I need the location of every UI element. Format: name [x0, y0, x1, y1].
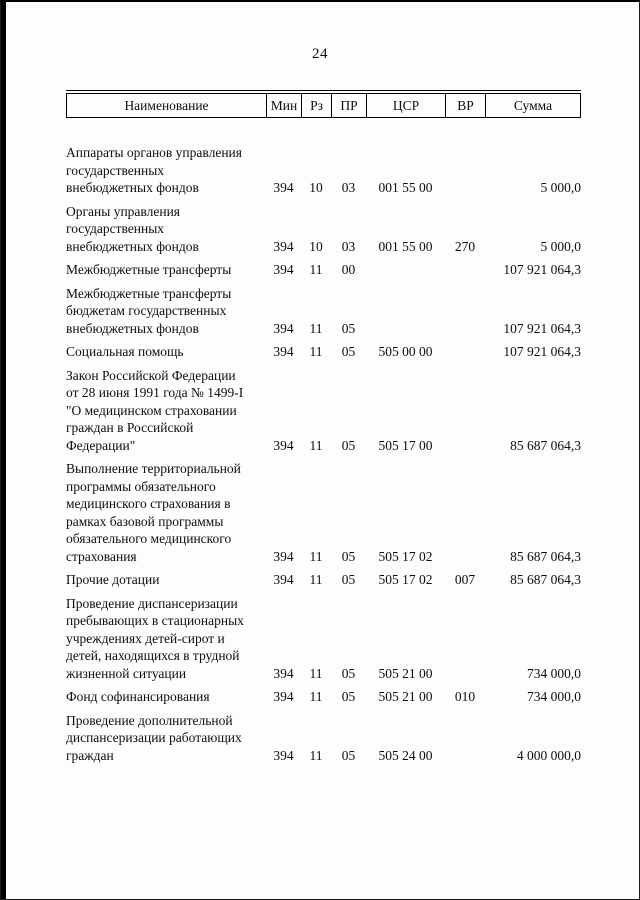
table-row — [66, 144, 581, 197]
row-summa: 107 921 064,3 — [503, 320, 581, 336]
row-vr: 007 — [454, 572, 476, 587]
table-header-row — [66, 93, 581, 118]
row-min: 394 — [273, 238, 294, 254]
row-min: 394 — [273, 180, 294, 195]
row-summa: 85 687 064,3 — [510, 437, 581, 453]
row-rz: 11 — [309, 572, 323, 587]
row-pr: 00 — [341, 262, 356, 277]
row-csr: 505 17 02 — [378, 548, 433, 564]
row-rz: 11 — [309, 320, 323, 336]
row-csr: 505 21 00 — [378, 665, 433, 681]
row-pr: 03 — [341, 238, 356, 254]
row-pr: 05 — [341, 344, 356, 359]
column-header-pr: ПР — [332, 94, 367, 117]
row-rz: 11 — [309, 548, 323, 564]
row-rz: 11 — [309, 689, 323, 704]
row-csr: 001 55 00 — [378, 180, 433, 195]
row-rz: 10 — [309, 180, 323, 195]
row-rz: 11 — [309, 262, 323, 277]
table-row — [66, 460, 581, 565]
table-row — [66, 367, 581, 455]
column-header-min: Мин — [267, 94, 302, 117]
row-summa: 734 000,0 — [527, 689, 581, 704]
row-pr: 03 — [341, 180, 356, 195]
row-pr: 05 — [341, 665, 356, 681]
row-summa: 107 921 064,3 — [503, 262, 581, 277]
row-summa: 107 921 064,3 — [503, 344, 581, 359]
row-name: Проведение диспансеризации пребывающих в стационарных учреждениях детей-сирот и детей, находящихся в трудной жизненной ситуации — [66, 595, 244, 681]
row-name: Социальная помощь — [66, 344, 184, 359]
row-csr: 505 17 00 — [378, 437, 433, 453]
row-summa: 5 000,0 — [540, 180, 581, 195]
row-rz: 11 — [309, 437, 323, 453]
table-row — [66, 595, 581, 683]
row-name: Органы управления государственных внебюджетных фондов — [66, 203, 199, 254]
row-rz: 11 — [309, 665, 323, 681]
budget-table — [66, 90, 581, 770]
row-min: 394 — [273, 262, 294, 277]
row-csr: 505 00 00 — [378, 344, 433, 359]
row-summa: 85 687 064,3 — [510, 572, 581, 587]
row-summa: 4 000 000,0 — [516, 747, 581, 763]
row-rz: 10 — [309, 238, 323, 254]
row-pr: 05 — [341, 320, 356, 336]
row-pr: 05 — [341, 437, 356, 453]
row-summa: 85 687 064,3 — [510, 548, 581, 564]
row-pr: 05 — [341, 548, 356, 564]
row-name: Выполнение территориальной программы обязательного медицинского страхования в рамках базовой программы обязательного медицинского страхования — [66, 461, 241, 564]
row-min: 394 — [273, 548, 294, 564]
column-header-summa: Сумма — [513, 97, 553, 113]
row-min: 394 — [273, 572, 294, 587]
column-header-csr: ЦСР — [367, 94, 446, 117]
row-min: 394 — [273, 320, 294, 336]
table-body — [66, 144, 581, 764]
row-csr: 505 21 00 — [378, 689, 433, 704]
row-summa: 734 000,0 — [527, 665, 581, 681]
row-csr: 505 24 00 — [378, 747, 433, 763]
table-row — [66, 571, 581, 589]
table-row — [66, 285, 581, 338]
table-row — [66, 261, 581, 279]
column-header-rz: Рз — [302, 94, 332, 117]
row-name: Аппараты органов управления государственных внебюджетных фондов — [66, 145, 242, 195]
row-name: Проведение дополнительной диспансеризации работающих граждан — [66, 712, 242, 763]
row-pr: 05 — [341, 572, 356, 587]
row-min: 394 — [273, 344, 294, 359]
column-header-name: Наименование — [67, 94, 267, 117]
row-min: 394 — [273, 689, 294, 704]
row-name: Фонд софинансирования — [66, 689, 210, 704]
row-name: Межбюджетные трансферты бюджетам государственных внебюджетных фондов — [66, 285, 232, 336]
table-row — [66, 712, 581, 765]
row-summa: 5 000,0 — [540, 238, 581, 254]
row-vr: 270 — [454, 238, 476, 254]
row-min: 394 — [273, 747, 294, 763]
row-name: Прочие дотации — [66, 572, 160, 587]
table-row — [66, 688, 581, 706]
column-header-vr: ВР — [446, 94, 486, 117]
scan-edge-artifact — [1, 2, 6, 900]
row-csr: 001 55 00 — [378, 238, 433, 254]
row-vr: 010 — [454, 689, 476, 704]
row-name: Закон Российской Федерации от 28 июня 1991 года № 1499-I "О медицинском страховании граждан в Российской Федерации" — [66, 367, 244, 453]
row-rz: 11 — [309, 747, 323, 763]
row-min: 394 — [273, 437, 294, 453]
page-number: 24 — [312, 46, 328, 62]
row-csr: 505 17 02 — [378, 572, 433, 587]
table-row — [66, 203, 581, 256]
row-pr: 05 — [341, 689, 356, 704]
row-pr: 05 — [341, 747, 356, 763]
row-name: Межбюджетные трансферты — [66, 262, 232, 277]
row-min: 394 — [273, 665, 294, 681]
table-top-rule — [66, 90, 581, 91]
row-rz: 11 — [309, 344, 323, 359]
table-row — [66, 343, 581, 361]
